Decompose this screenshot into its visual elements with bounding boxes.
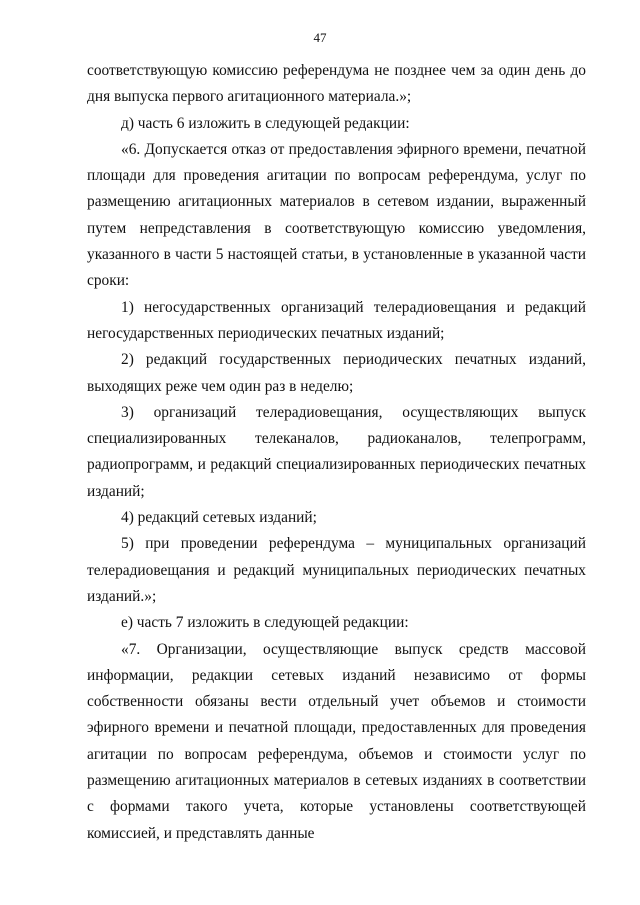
list-item-4: 4) редакций сетевых изданий;	[121, 509, 317, 527]
page-number: 47	[313, 30, 327, 45]
paragraph-part-7: «7. Организации, осуществляющие выпуск средств массовой информации, редакции сетевых изданий независимо от формы собственности обязаны вести отдельный учет объемов и стоимости эфирного времени и печатной площади, предоставленных для проведения агитации по вопросам референдума, объемов и стоимости услуг по размещению агитационных материалов в сетевых изданиях в соответствии с формами такого учета, которые установлены соответствующей комиссией, и представлять данные	[87, 640, 586, 842]
paragraph-part-6: «6. Допускается отказ от предоставления эфирного времени, печатной площади для проведения агитации по вопросам референдума, услуг по размещению агитационных материалов в сетевом издании, выраженный путем непредставления в соответствующую комиссию уведомления, указанного в части 5 настоящей статьи, в установленные в указанной части сроки:	[87, 140, 586, 290]
document-body	[87, 58, 586, 847]
list-item-2: 2) редакций государственных периодических печатных изданий, выходящих реже чем один раз в неделю;	[87, 351, 586, 395]
list-item-5: 5) при проведении референдума – муниципальных организаций телерадиовещания и редакций муниципальных периодических печатных изданий.»;	[87, 535, 586, 605]
paragraph-continuation: соответствующую комиссию референдума не позднее чем за один день до дня выпуска первого агитационного материала.»;	[87, 62, 586, 106]
paragraph-item-d: д) часть 6 изложить в следующей редакции:	[121, 114, 410, 132]
list-item-1: 1) негосударственных организаций телерадиовещания и редакций негосударственных периодических печатных изданий;	[87, 298, 586, 342]
list-item-3: 3) организаций телерадиовещания, осуществляющих выпуск специализированных телеканалов, радиоканалов, телепрограмм, радиопрограмм, и редакций специализированных периодических печатных изданий;	[87, 403, 586, 500]
paragraph-item-e: е) часть 7 изложить в следующей редакции:	[121, 614, 409, 632]
